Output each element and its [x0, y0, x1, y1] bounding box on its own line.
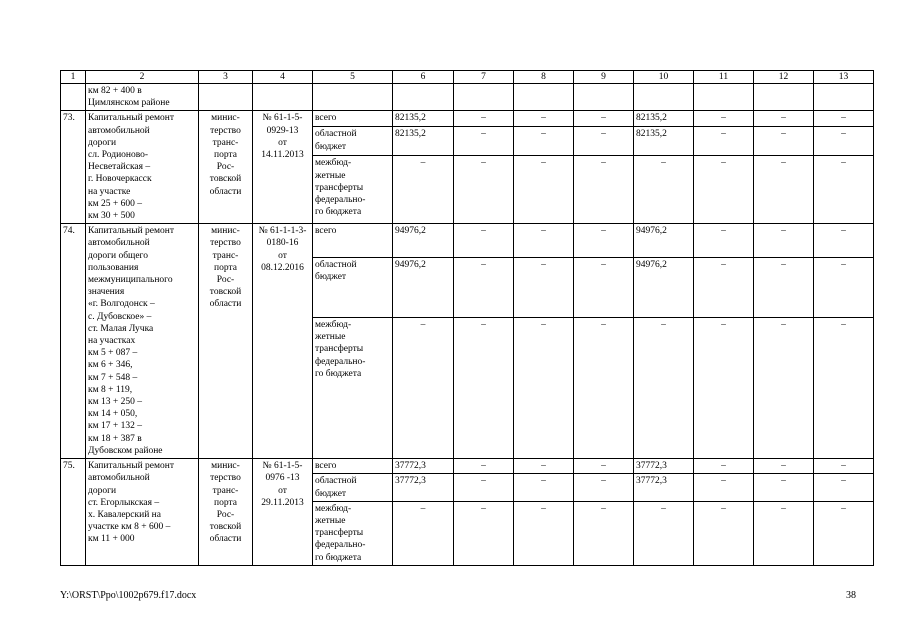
responsible-org: минис- терство транс- порта Рос- товской области	[199, 224, 253, 459]
value-cell: –	[694, 224, 754, 257]
header-cell: 9	[574, 71, 634, 84]
value-cell: –	[514, 318, 574, 459]
value-cell: –	[694, 127, 754, 156]
value-cell: –	[694, 459, 754, 474]
value-cell: –	[574, 474, 634, 501]
value-cell: –	[814, 257, 874, 317]
value-cell: –	[514, 224, 574, 257]
value-cell: –	[454, 224, 514, 257]
value-cell: –	[694, 156, 754, 224]
value-cell: 94976,2	[634, 257, 694, 317]
empty-cell	[454, 84, 514, 111]
value-cell: –	[514, 501, 574, 565]
empty-cell	[253, 84, 313, 111]
value-cell: –	[634, 318, 694, 459]
value-cell: 37772,3	[393, 474, 454, 501]
responsible-org: минис- терство транс- порта Рос- товской области	[199, 111, 253, 224]
value-cell: –	[814, 224, 874, 257]
funding-source: областной бюджет	[313, 474, 393, 501]
value-cell: –	[514, 257, 574, 317]
value-cell: –	[454, 127, 514, 156]
funding-source: межбюд- жетные трансферты федерально- го бюджета	[313, 156, 393, 224]
value-cell: –	[393, 501, 454, 565]
value-cell: –	[514, 127, 574, 156]
value-cell: –	[754, 127, 814, 156]
row-number: 74.	[61, 224, 86, 459]
value-cell: –	[754, 257, 814, 317]
value-cell: –	[634, 156, 694, 224]
empty-cell	[514, 84, 574, 111]
value-cell: –	[814, 156, 874, 224]
value-cell: –	[454, 501, 514, 565]
value-cell: 94976,2	[393, 257, 454, 317]
empty-cell	[634, 84, 694, 111]
value-cell: –	[754, 501, 814, 565]
header-row	[61, 71, 874, 84]
value-cell: –	[694, 257, 754, 317]
header-cell: 5	[313, 71, 393, 84]
table-row	[61, 459, 874, 474]
empty-cell	[574, 84, 634, 111]
header-cell: 7	[454, 71, 514, 84]
value-cell: –	[454, 318, 514, 459]
value-cell: –	[574, 257, 634, 317]
value-cell: –	[454, 257, 514, 317]
value-cell: –	[814, 111, 874, 127]
empty-cell	[393, 84, 454, 111]
empty-cell	[694, 84, 754, 111]
file-path-footer: Y:\ORST\Ppo\1002p679.f17.docx	[60, 590, 197, 601]
funding-source: всего	[313, 111, 393, 127]
value-cell: –	[754, 224, 814, 257]
carryover-row	[61, 84, 874, 111]
value-cell: –	[694, 501, 754, 565]
document-ref: № 61-1-5- 0929-13 от 14.11.2013	[253, 111, 313, 224]
object-name: Капитальный ремонт автомобильной дороги общего пользования межмуниципального значения «г. Волгодонск – с. Дубовское» – ст. Малая Лучка на участках км 5 + 087 – км 6 + 346, км 7 + 548 – км 8 + 119, км 13 + 250 – км 14 + 050, км 17 + 132 – км 18 + 387 в Дубовском районе	[86, 224, 199, 459]
value-cell: –	[574, 501, 634, 565]
value-cell: –	[454, 156, 514, 224]
value-cell: –	[694, 318, 754, 459]
value-cell: 82135,2	[634, 111, 694, 127]
value-cell: –	[454, 111, 514, 127]
value-cell: 94976,2	[393, 224, 454, 257]
value-cell: –	[574, 224, 634, 257]
header-cell: 10	[634, 71, 694, 84]
header-cell: 2	[86, 71, 199, 84]
header-cell: 3	[199, 71, 253, 84]
value-cell: –	[514, 459, 574, 474]
empty-cell	[754, 84, 814, 111]
value-cell: –	[754, 318, 814, 459]
value-cell: –	[574, 127, 634, 156]
document-ref: № 61-1-5- 0976 -13 от 29.11.2013	[253, 459, 313, 566]
header-cell: 12	[754, 71, 814, 84]
value-cell: –	[814, 459, 874, 474]
value-cell: 82135,2	[393, 127, 454, 156]
object-name: Капитальный ремонт автомобильной дороги сл. Родионово- Несветайская – г. Новочеркасск на участке км 25 + 600 – км 30 + 500	[86, 111, 199, 224]
page-number: 38	[846, 590, 856, 601]
value-cell: 82135,2	[393, 111, 454, 127]
funding-source: областной бюджет	[313, 127, 393, 156]
value-cell: –	[514, 156, 574, 224]
value-cell: –	[694, 111, 754, 127]
value-cell: –	[574, 459, 634, 474]
table-row	[61, 111, 874, 127]
value-cell: –	[574, 318, 634, 459]
value-cell: –	[393, 318, 454, 459]
header-cell: 11	[694, 71, 754, 84]
value-cell: 94976,2	[634, 224, 694, 257]
header-cell: 13	[814, 71, 874, 84]
value-cell: –	[814, 318, 874, 459]
row-number: 75.	[61, 459, 86, 566]
value-cell: –	[754, 111, 814, 127]
carryover-text: км 82 + 400 в Цимлянском районе	[86, 84, 199, 111]
empty-cell	[814, 84, 874, 111]
empty-cell	[61, 84, 86, 111]
row-number: 73.	[61, 111, 86, 224]
value-cell: –	[754, 459, 814, 474]
funding-source: всего	[313, 224, 393, 257]
value-cell: –	[754, 474, 814, 501]
value-cell: 37772,3	[634, 459, 694, 474]
value-cell: 37772,3	[393, 459, 454, 474]
value-cell: –	[454, 474, 514, 501]
funding-source: межбюд- жетные трансферты федерально- го бюджета	[313, 501, 393, 565]
value-cell: –	[694, 474, 754, 501]
value-cell: –	[393, 156, 454, 224]
value-cell: 37772,3	[634, 474, 694, 501]
object-name: Капитальный ремонт автомобильной дороги ст. Егорлыкская – х. Кавалерский на участке км 8 + 600 – км 11 + 000	[86, 459, 199, 566]
value-cell: –	[814, 501, 874, 565]
funding-source: всего	[313, 459, 393, 474]
value-cell: –	[574, 111, 634, 127]
header-cell: 8	[514, 71, 574, 84]
value-cell: –	[634, 501, 694, 565]
empty-cell	[199, 84, 253, 111]
value-cell: –	[514, 474, 574, 501]
value-cell: –	[754, 156, 814, 224]
header-cell: 1	[61, 71, 86, 84]
value-cell: –	[514, 111, 574, 127]
document-ref: № 61-1-1-3- 0180-16 от 08.12.2016	[253, 224, 313, 459]
header-cell: 6	[393, 71, 454, 84]
value-cell: –	[574, 156, 634, 224]
empty-cell	[313, 84, 393, 111]
table-row	[61, 224, 874, 257]
table-body	[61, 71, 874, 566]
funding-source: областной бюджет	[313, 257, 393, 317]
responsible-org: минис- терство транс- порта Рос- товской области	[199, 459, 253, 566]
funding-source: межбюд- жетные трансферты федерально- го бюджета	[313, 318, 393, 459]
value-cell: –	[814, 474, 874, 501]
value-cell: –	[454, 459, 514, 474]
value-cell: –	[814, 127, 874, 156]
budget-table	[60, 70, 874, 566]
value-cell: 82135,2	[634, 127, 694, 156]
header-cell: 4	[253, 71, 313, 84]
